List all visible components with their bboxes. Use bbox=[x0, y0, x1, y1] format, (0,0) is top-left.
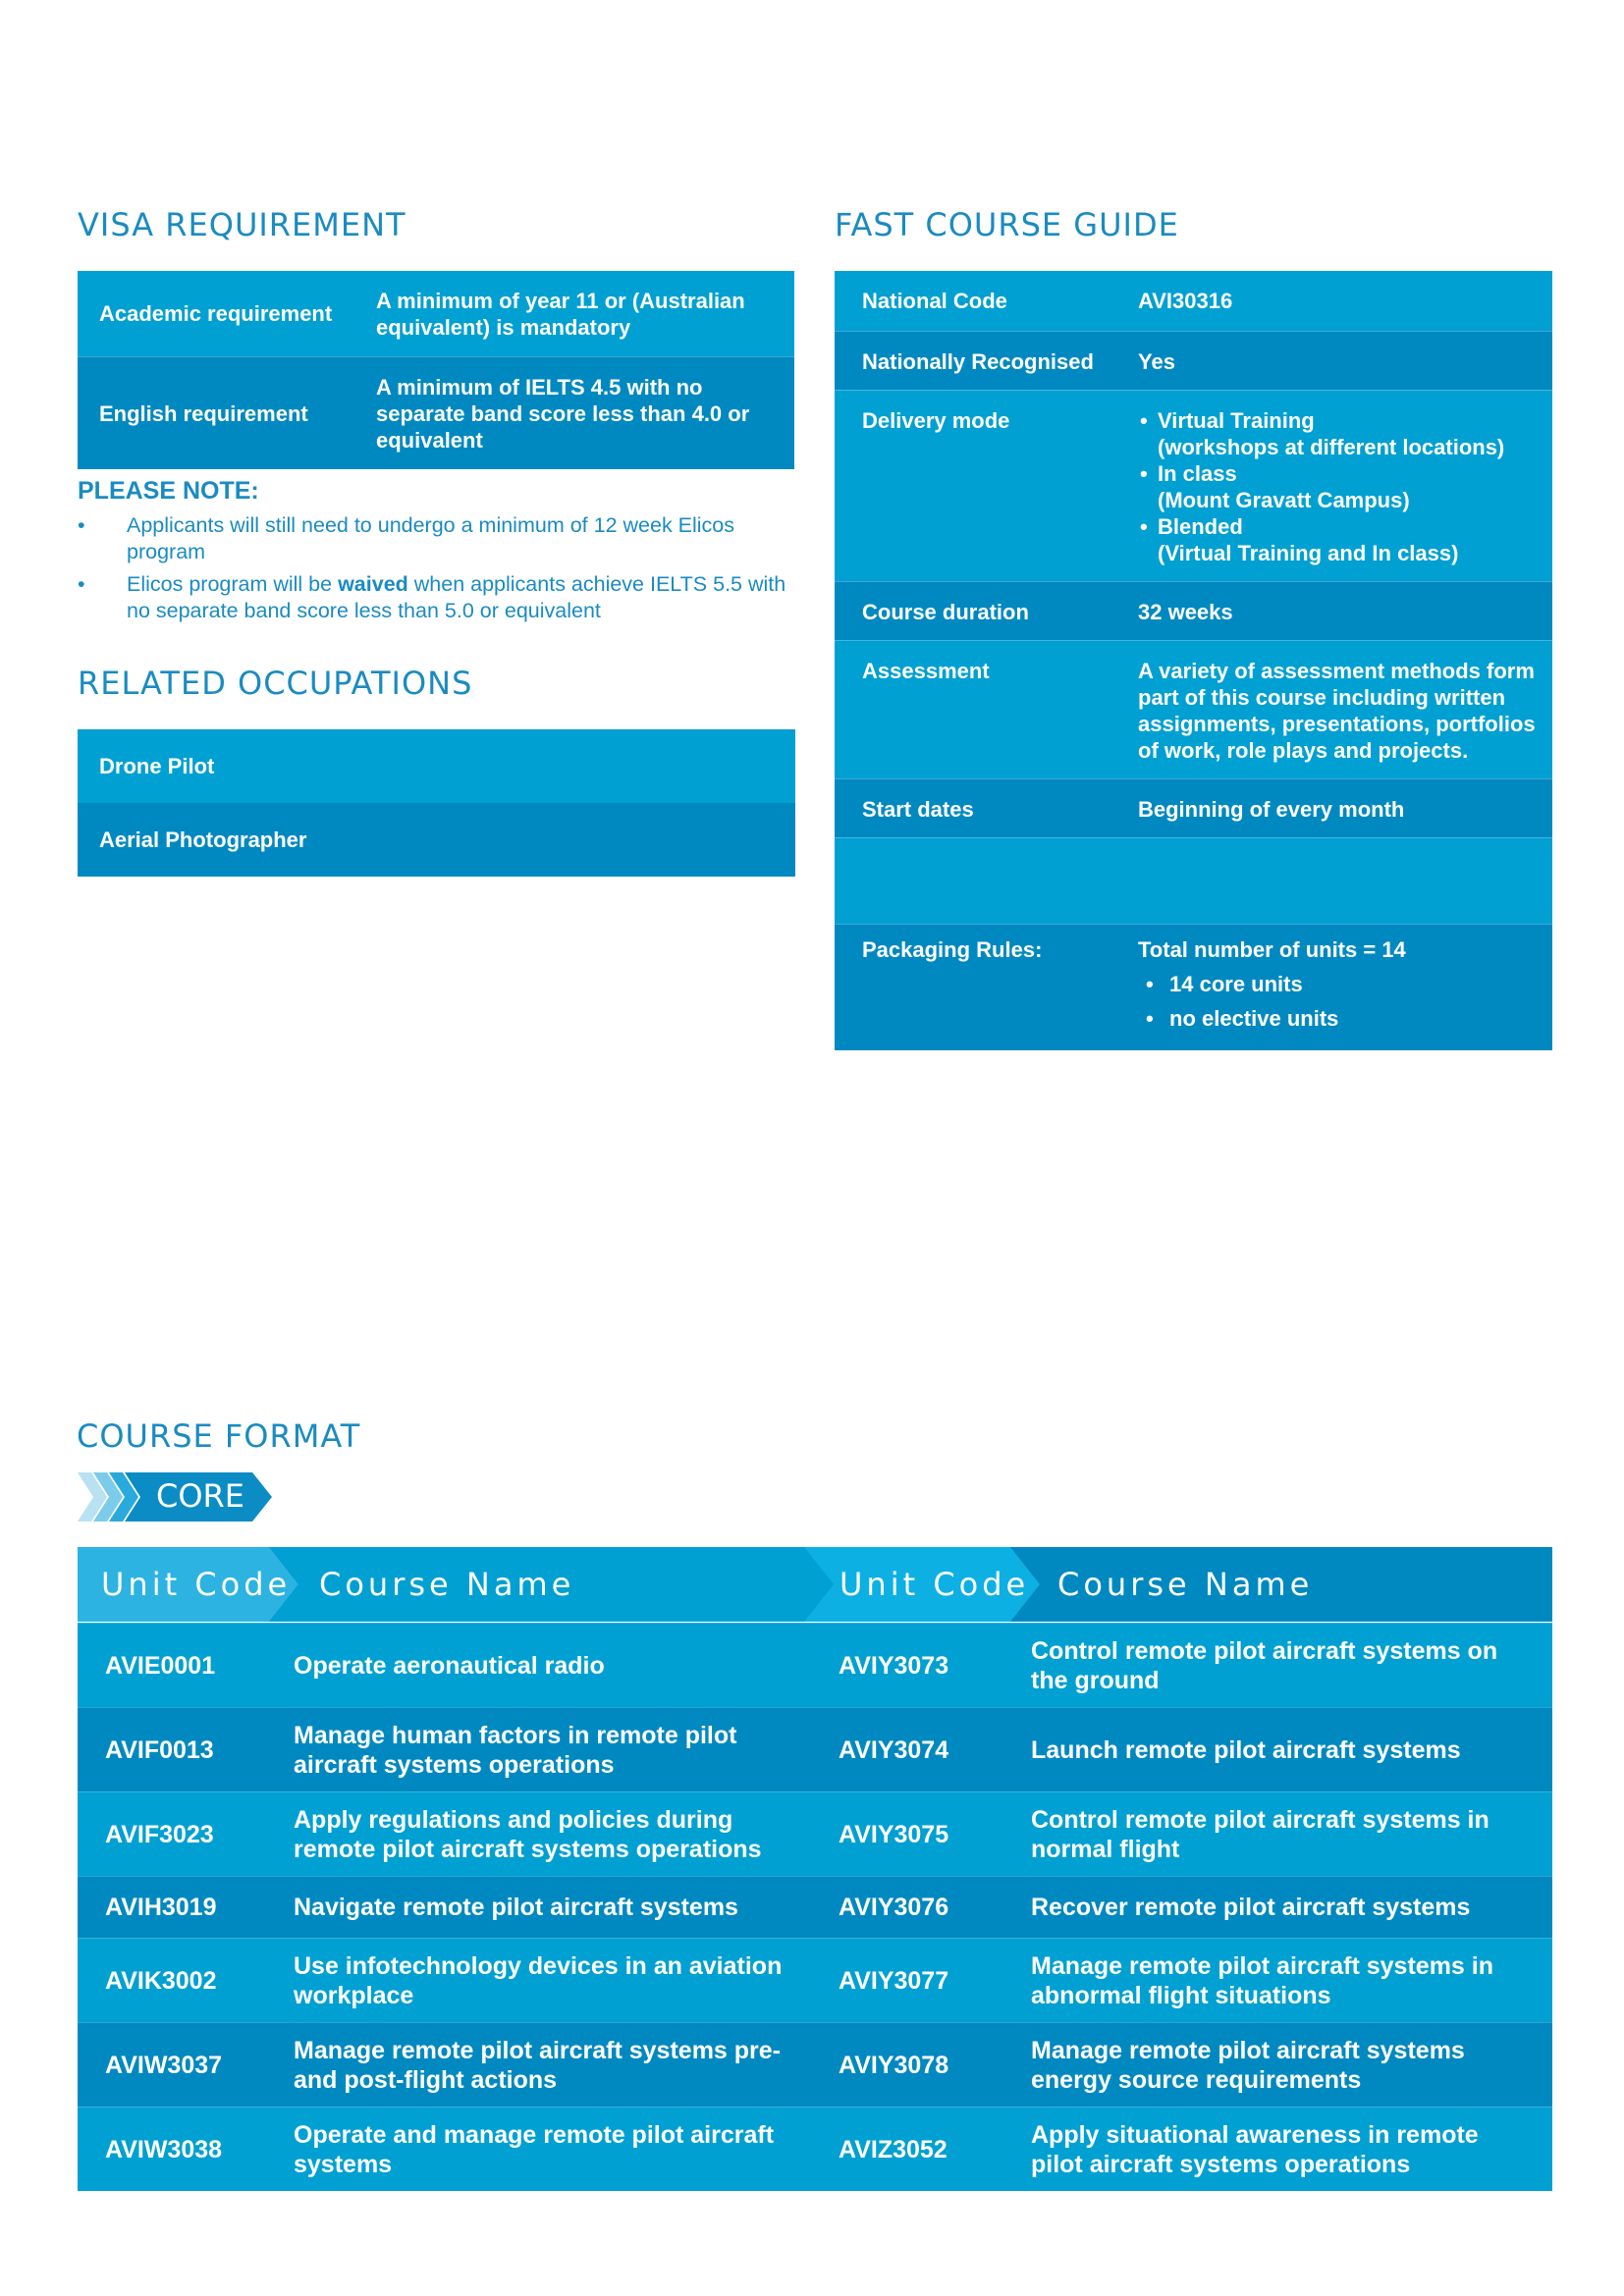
packaging-list bbox=[1138, 936, 1552, 1032]
unit-code: AVIY3077 bbox=[839, 1966, 949, 1995]
note-item bbox=[78, 571, 794, 624]
course-name: Navigate remote pilot aircraft systems bbox=[294, 1894, 738, 1921]
course-name: Manage human factors in remote pilot aircraft systems operations bbox=[294, 1721, 737, 1779]
delivery-name: • Blended bbox=[1158, 514, 1243, 539]
course-name: Recover remote pilot aircraft systems bbox=[1031, 1894, 1471, 1921]
note-list bbox=[78, 512, 794, 630]
course-name: Operate aeronautical radio bbox=[294, 1651, 605, 1680]
note-text: Elicos program will be bbox=[127, 572, 339, 596]
fast-row-assessment bbox=[835, 640, 1552, 778]
fast-value: AVI30316 bbox=[1138, 289, 1233, 313]
visa-row-academic bbox=[78, 271, 794, 356]
course-name: Operate and manage remote pilot aircraft systems bbox=[294, 2120, 775, 2178]
unit-code: AVIY3078 bbox=[839, 2051, 949, 2079]
delivery-item bbox=[1138, 513, 1543, 566]
unit-code: AVIE0001 bbox=[105, 1651, 216, 1680]
packaging-total: Total number of units = 14 bbox=[1138, 937, 1406, 962]
visa-label: English requirement bbox=[99, 400, 308, 426]
visa-value: A minimum of year 11 or (Australian equivalent) is mandatory bbox=[376, 288, 745, 340]
core-label: CORE bbox=[156, 1477, 244, 1515]
course-table bbox=[78, 1623, 1552, 2191]
header-course-name: Course Name bbox=[1057, 1566, 1314, 1603]
unit-code: AVIY3076 bbox=[839, 1894, 949, 1921]
unit-code: AVIF3023 bbox=[105, 1820, 214, 1848]
header-unit-code: Unit Code bbox=[101, 1566, 292, 1603]
course-name: Apply situational awareness in remote pilot aircraft systems operations bbox=[1031, 2120, 1479, 2178]
delivery-item bbox=[1138, 407, 1543, 460]
course-name: Manage remote pilot aircraft systems energy source requirements bbox=[1031, 2036, 1465, 2094]
delivery-detail: (workshops at different locations) bbox=[1158, 435, 1505, 459]
table-row bbox=[78, 1876, 1552, 1938]
fast-value: A variety of assessment methods form part of this course including written assignments, presentations, portfolios of work, role plays and projects. bbox=[1138, 659, 1536, 763]
fast-row-blank bbox=[835, 837, 1552, 924]
course-name: Control remote pilot aircraft systems in normal flight bbox=[1031, 1805, 1489, 1863]
table-row bbox=[78, 1707, 1552, 1791]
header-unit-code: Unit Code bbox=[839, 1566, 1030, 1603]
unit-code: AVIY3074 bbox=[839, 1735, 949, 1764]
bullet: • bbox=[78, 513, 85, 537]
fast-label: Assessment bbox=[862, 659, 990, 683]
fast-row-national-code bbox=[835, 271, 1552, 331]
occupation-item: Drone Pilot bbox=[78, 729, 795, 803]
delivery-detail: (Mount Gravatt Campus) bbox=[1158, 488, 1410, 512]
course-name: Manage remote pilot aircraft systems pre- and post-flight actions bbox=[294, 2036, 781, 2094]
fast-guide-title: FAST COURSE GUIDE bbox=[835, 206, 1179, 243]
fast-label: National Code bbox=[862, 289, 1007, 313]
unit-code: AVIK3002 bbox=[105, 1966, 217, 1995]
course-format-title: COURSE FORMAT bbox=[77, 1417, 361, 1455]
header-arrows-icon bbox=[78, 1547, 1552, 1622]
delivery-item bbox=[1138, 460, 1543, 513]
table-row bbox=[78, 2022, 1552, 2107]
header-course-name: Course Name bbox=[319, 1566, 575, 1603]
unit-code: AVIY3075 bbox=[839, 1820, 949, 1848]
course-table-header bbox=[78, 1547, 1552, 1622]
fast-value: Yes bbox=[1138, 349, 1175, 374]
packaging-item: • 14 core units bbox=[1138, 971, 1543, 997]
fast-value: Beginning of every month bbox=[1138, 797, 1405, 822]
course-name: Control remote pilot aircraft systems on the ground bbox=[1031, 1636, 1498, 1694]
table-row bbox=[78, 1938, 1552, 2022]
delivery-name: • Virtual Training bbox=[1158, 408, 1315, 433]
unit-code: AVIF0013 bbox=[105, 1735, 214, 1764]
note-text: Applicants will still need to undergo a minimum of 12 week Elicos program bbox=[127, 513, 735, 563]
table-row bbox=[78, 1791, 1552, 1876]
fast-label: Packaging Rules: bbox=[862, 937, 1043, 962]
fast-label: Nationally Recognised bbox=[862, 349, 1094, 374]
fast-label: Start dates bbox=[862, 797, 974, 822]
fast-row-recognised bbox=[835, 331, 1552, 390]
fast-row-duration bbox=[835, 581, 1552, 640]
note-title: PLEASE NOTE: bbox=[78, 477, 259, 505]
delivery-list bbox=[1138, 407, 1552, 566]
core-badge bbox=[78, 1472, 274, 1522]
packaging-item: • no elective units bbox=[1138, 1005, 1543, 1032]
fast-guide-table bbox=[835, 271, 1552, 1050]
fast-row-start bbox=[835, 778, 1552, 837]
note-emphasis: waived bbox=[338, 572, 408, 596]
occupations-table bbox=[78, 729, 795, 877]
occupation-item: Aerial Photographer bbox=[78, 803, 795, 877]
course-name: Launch remote pilot aircraft systems bbox=[1031, 1735, 1461, 1764]
unit-code: AVIH3019 bbox=[105, 1894, 217, 1921]
visa-row-english bbox=[78, 356, 794, 469]
bullet: • bbox=[78, 572, 85, 596]
unit-code: AVIY3073 bbox=[839, 1651, 949, 1680]
fast-label: Course duration bbox=[862, 600, 1029, 624]
course-name: Use infotechnology devices in an aviation workplace bbox=[294, 1951, 783, 2009]
visa-title: VISA REQUIREMENT bbox=[78, 206, 406, 243]
visa-value: A minimum of IELTS 4.5 with no separate band score less than 4.0 or equivalent bbox=[376, 374, 750, 453]
table-row bbox=[78, 2107, 1552, 2191]
fast-value: 32 weeks bbox=[1138, 600, 1233, 624]
fast-row-packaging bbox=[835, 924, 1552, 1050]
unit-code: AVIW3038 bbox=[105, 2135, 223, 2163]
note-item bbox=[78, 512, 794, 565]
visa-table bbox=[78, 271, 794, 469]
unit-code: AVIW3037 bbox=[105, 2051, 223, 2079]
note-text: when applicants achieve IELTS 5.5 with no separate band score less than 5.0 or equivalent bbox=[127, 572, 786, 622]
course-name: Apply regulations and policies during remote pilot aircraft systems operations bbox=[294, 1805, 762, 1863]
occupations-title: RELATED OCCUPATIONS bbox=[78, 665, 473, 702]
fast-row-delivery bbox=[835, 390, 1552, 581]
unit-code: AVIZ3052 bbox=[839, 2135, 947, 2163]
course-name: Manage remote pilot aircraft systems in abnormal flight situations bbox=[1031, 1951, 1493, 2009]
visa-label: Academic requirement bbox=[99, 301, 333, 326]
table-row bbox=[78, 1623, 1552, 1707]
delivery-detail: (Virtual Training and In class) bbox=[1158, 541, 1459, 565]
delivery-name: • In class bbox=[1158, 461, 1237, 486]
fast-label: Delivery mode bbox=[862, 408, 1010, 433]
